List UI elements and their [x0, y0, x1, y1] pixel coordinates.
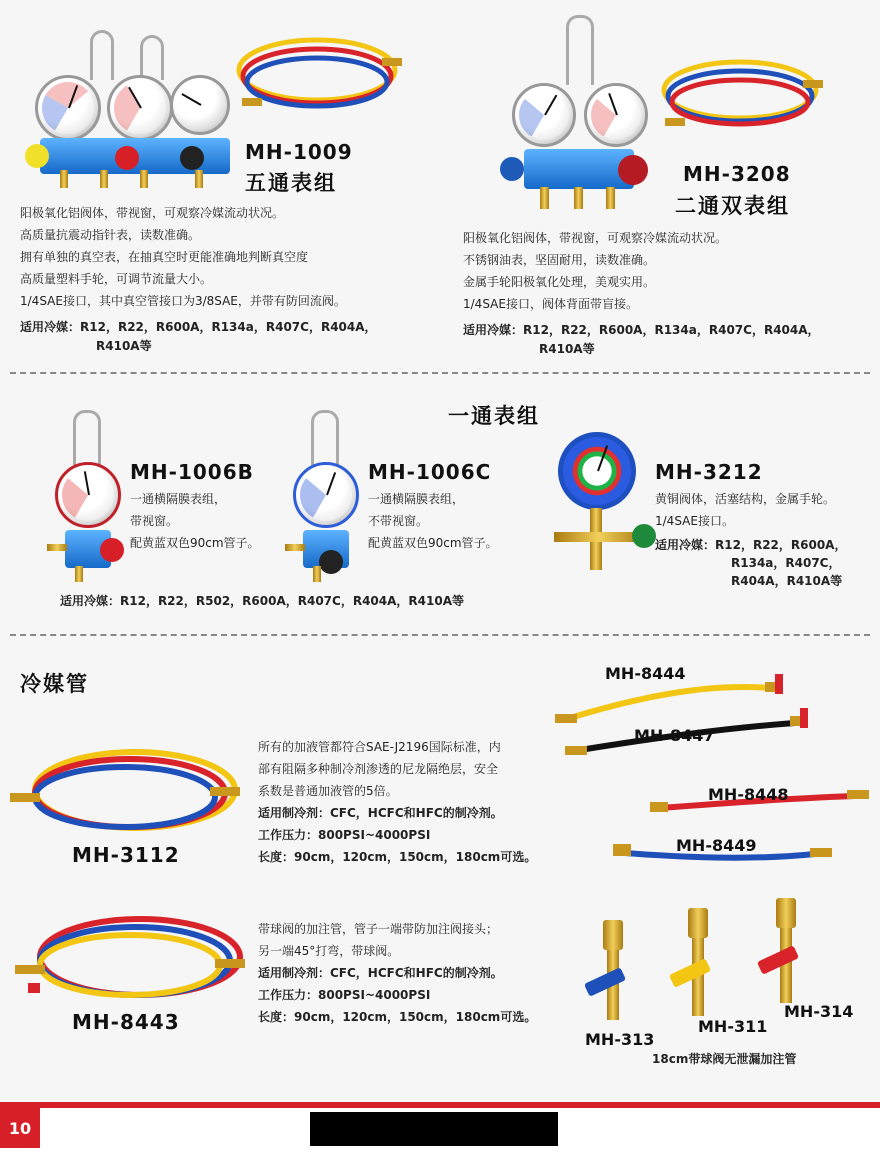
desc-line: 1/4SAE接口。: [655, 514, 734, 528]
gauge-icon: [584, 83, 648, 147]
gauge-icon: [55, 462, 121, 528]
model-mh-3208: MH-3208: [683, 162, 791, 186]
gauge-icon: [170, 75, 230, 135]
valve-knob-icon: [319, 550, 343, 574]
refrigerant-list-cont: R410A等: [539, 342, 595, 356]
hook-icon: [140, 35, 164, 80]
desc-line: 长度：90cm，120cm，150cm，180cm可选。: [258, 1010, 537, 1024]
desc-line: 工作压力：800PSI~4000PSI: [258, 988, 431, 1002]
product-image-mh-3208: [500, 15, 660, 215]
desc-line: 高质量抗震动指针表，读数准确。: [20, 228, 201, 242]
desc-line: 不带视窗。: [368, 514, 429, 528]
desc-line: 带球阀的加注管，管子一端带防加注阀接头；: [258, 922, 499, 936]
refrigerant-list: R134a，R407C，: [731, 556, 841, 570]
refrigerant-label: 适用冷媒：: [463, 323, 524, 337]
shared-refrigerant-line: 适用冷媒：R12，R22，R502，R600A，R407C，R404A，R410A等: [60, 594, 464, 608]
desc-line: 一通横隔膜表组，: [368, 492, 465, 506]
section-divider: [10, 372, 870, 374]
valve-knob-icon: [180, 146, 204, 170]
refrigerant-list-cont: R410A等: [96, 339, 152, 353]
description-mh-1006c: [368, 488, 498, 554]
valves-caption: 18cm带球阀无泄漏加注管: [652, 1052, 797, 1066]
hook-icon: [73, 410, 101, 465]
desc-line: 黄铜阀体，活塞结构，金属手轮。: [655, 492, 836, 506]
refrigerant-label: 适用冷媒：: [20, 320, 81, 334]
gauge-icon: [107, 75, 173, 141]
desc-line: 长度：90cm，120cm，150cm，180cm可选。: [258, 850, 537, 864]
valve-knob-icon: [25, 144, 49, 168]
gauge-icon: [293, 462, 359, 528]
desc-line: 拥有单独的真空表，在抽真空时更能准确地判断真空度: [20, 250, 309, 264]
hook-icon: [311, 410, 339, 465]
hose-coil-image: [232, 28, 412, 118]
product-name-mh-3208: 二通双表组: [675, 194, 790, 218]
valve-knob-icon: [632, 524, 656, 548]
model-mh-311: MH-311: [698, 1017, 768, 1036]
model-mh-8447: MH-8447: [634, 726, 715, 745]
product-image-mh-1009: [20, 20, 240, 190]
desc-line: 1/4SAE接口，其中真空管接口为3/8SAE，并带有防回流阀。: [20, 294, 346, 308]
desc-line: 带视窗。: [130, 514, 179, 528]
desc-line: 部有阻隔多种制冷剂渗透的尼龙隔绝层，安全: [258, 762, 499, 776]
description-mh-1006b: [130, 488, 260, 554]
model-mh-3212: MH-3212: [655, 460, 763, 484]
refrigerant-list: R404A，R410A等: [731, 574, 843, 588]
model-mh-8449: MH-8449: [676, 836, 757, 855]
desc-line: 适用制冷剂：CFC，HCFC和HFC的制冷剂。: [258, 806, 503, 820]
refrigerant-list: R12，R22，R600A，R134a，R407C，R404A，: [80, 320, 377, 334]
refrigerant-label: 适用冷媒：: [655, 538, 716, 552]
hose-image-mh-8443: [10, 905, 250, 1015]
model-mh-313: MH-313: [585, 1030, 655, 1049]
desc-line: 系数是普通加液管的5倍。: [258, 784, 398, 798]
hook-icon: [90, 30, 114, 80]
product-image-mh-1006b: [45, 410, 130, 585]
description-mh-3212: [655, 488, 846, 590]
hook-icon: [566, 15, 594, 85]
desc-line: 另一端45°打弯，带球阀。: [258, 944, 400, 958]
description-mh-3112: [258, 736, 536, 868]
ball-valve-mh-314: [758, 898, 828, 1003]
desc-line: 1/4SAE接口，阀体背面带盲接。: [463, 297, 638, 311]
desc-line: 阳极氧化铝阀体，带视窗，可观察冷媒流动状况。: [20, 206, 285, 220]
valve-knob-icon: [115, 146, 139, 170]
desc-line: 一通横隔膜表组，: [130, 492, 227, 506]
desc-line: 阳极氧化铝阀体，带视窗，可观察冷媒流动状况。: [463, 231, 728, 245]
model-mh-8448: MH-8448: [708, 785, 789, 804]
desc-line: 所有的加液管都符合SAE-J2196国际标准，内: [258, 740, 501, 754]
desc-line: 工作压力：800PSI~4000PSI: [258, 828, 431, 842]
ball-valve-mh-313: [585, 920, 655, 1020]
desc-line: 金属手轮阳极氧化处理，美观实用。: [463, 275, 656, 289]
gauge-icon: [35, 75, 101, 141]
description-mh-3208: [463, 227, 820, 357]
description-mh-1009: [20, 202, 377, 354]
model-mh-1006b: MH-1006B: [130, 460, 254, 484]
page-number: 10: [0, 1108, 40, 1148]
ball-valve-mh-311: [670, 908, 740, 1016]
model-mh-3112: MH-3112: [72, 843, 180, 867]
product-image-mh-3212: [552, 432, 662, 577]
product-image-mh-1006c: [283, 410, 368, 585]
refrigerant-list: R12，R22，R600A，R134a，R407C，R404A，: [523, 323, 820, 337]
section-title-hoses: 冷媒管: [20, 672, 89, 696]
valve-knob-icon: [100, 538, 124, 562]
desc-line: 高质量塑料手轮，可调节流量大小。: [20, 272, 213, 286]
valve-knob-icon: [500, 157, 524, 181]
hose-coil-image: [655, 50, 830, 140]
valve-knob-icon: [618, 155, 648, 185]
model-mh-8443: MH-8443: [72, 1010, 180, 1034]
model-mh-1009: MH-1009: [245, 140, 353, 164]
model-mh-8444: MH-8444: [605, 664, 686, 683]
desc-line: 配黄蓝双色90cm管子。: [130, 536, 260, 550]
desc-line: 适用制冷剂：CFC，HCFC和HFC的制冷剂。: [258, 966, 503, 980]
model-mh-1006c: MH-1006C: [368, 460, 492, 484]
footer-black-block: [310, 1112, 558, 1146]
gauge-icon: [558, 432, 636, 510]
model-mh-314: MH-314: [784, 1002, 854, 1021]
refrigerant-list: R12，R22，R600A，: [715, 538, 847, 552]
product-name-mh-1009: 五通表组: [245, 171, 337, 195]
section-title-single-gauge: 一通表组: [448, 404, 540, 428]
desc-line: 配黄蓝双色90cm管子。: [368, 536, 498, 550]
desc-line: 不锈钢油表，坚固耐用，读数准确。: [463, 253, 656, 267]
gauge-icon: [512, 83, 576, 147]
hose-image-mh-3112: [5, 735, 245, 845]
section-divider: [10, 634, 870, 636]
description-mh-8443: [258, 918, 536, 1028]
